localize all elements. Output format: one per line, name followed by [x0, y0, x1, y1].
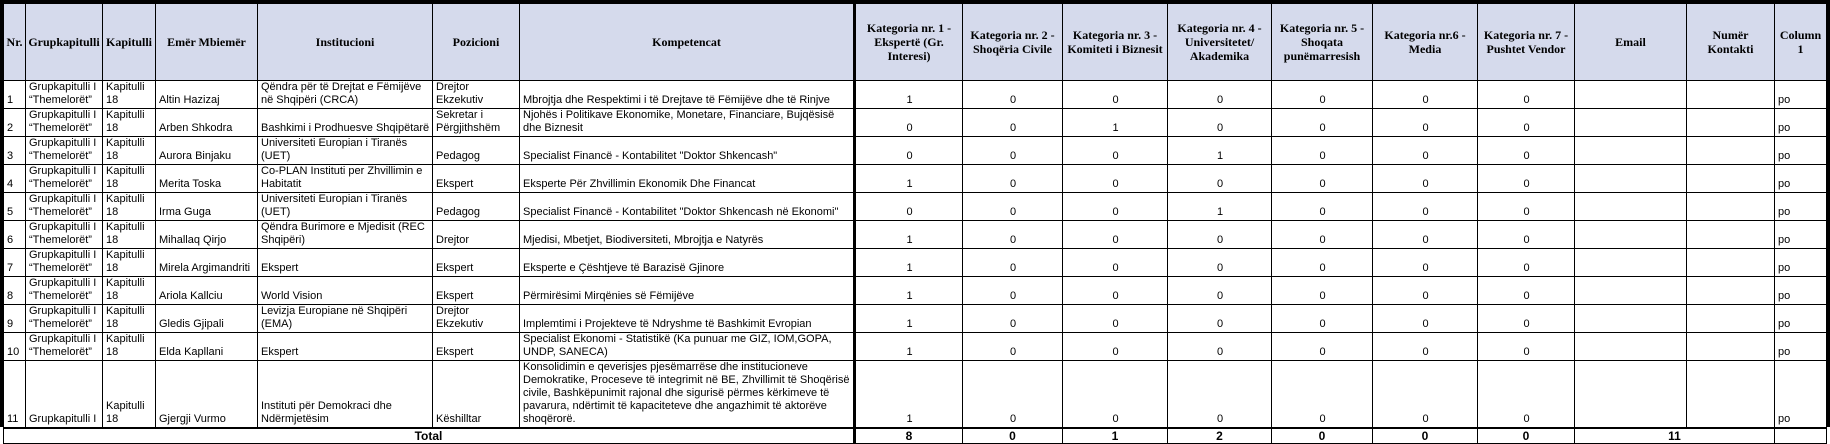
cell-column1[interactable]: po	[1775, 249, 1827, 277]
cell-nr[interactable]: 10	[4, 333, 26, 361]
cell-kategoria-6[interactable]: 0	[1373, 361, 1478, 429]
cell-kategoria-1[interactable]: 1	[855, 165, 963, 193]
cell-column1[interactable]: po	[1775, 305, 1827, 333]
cell-kapitulli[interactable]: Kapitulli 18	[103, 277, 156, 305]
stakeholder-table	[3, 3, 1827, 444]
cell-kategoria-1[interactable]: 0	[855, 193, 963, 221]
cell-nr[interactable]: 9	[4, 305, 26, 333]
cell-kompetencat[interactable]: Mbrojtja dhe Respektimi i të Drejtave të Fëmijëve dhe të Rinjve	[520, 81, 855, 109]
cell-kategoria-5[interactable]: 0	[1272, 305, 1373, 333]
table-row	[4, 249, 1827, 277]
col-header-kategoria-2[interactable]: Kategoria nr. 2 - Shoqëria Civile	[963, 4, 1063, 81]
col-header-column1[interactable]: Column1	[1775, 4, 1827, 81]
cell-kategoria-6[interactable]: 0	[1373, 277, 1478, 305]
total-kategoria-4[interactable]: 2	[1168, 428, 1272, 444]
cell-kapitulli[interactable]: Kapitulli 18	[103, 361, 156, 429]
cell-kategoria-7[interactable]: 0	[1478, 249, 1575, 277]
cell-column1[interactable]: po	[1775, 81, 1827, 109]
cell-kategoria-7[interactable]: 0	[1478, 305, 1575, 333]
cell-kategoria-6[interactable]: 0	[1373, 193, 1478, 221]
cell-kategoria-5[interactable]: 0	[1272, 221, 1373, 249]
cell-kategoria-3[interactable]: 0	[1063, 361, 1168, 429]
cell-kapitulli[interactable]: Kapitulli 18	[103, 109, 156, 137]
cell-kategoria-6[interactable]: 0	[1373, 305, 1478, 333]
cell-institucioni[interactable]: Qëndra Burimore e Mjedisit (REC Shqipëri)	[258, 221, 433, 249]
cell-pozicioni[interactable]: Pedagog	[433, 193, 520, 221]
cell-kompetencat[interactable]: Përmirësimi Mirqënies së Fëmijëve	[520, 277, 855, 305]
cell-kompetencat[interactable]: Mjedisi, Mbetjet, Biodiversiteti, Mbrojtja e Natyrës	[520, 221, 855, 249]
total-kategoria-2[interactable]: 0	[963, 428, 1063, 444]
cell-email[interactable]	[1575, 81, 1687, 109]
cell-numer-kontakti[interactable]	[1687, 361, 1775, 429]
cell-kategoria-4[interactable]: 0	[1168, 221, 1272, 249]
cell-emer-mbiemer[interactable]: Gledis Gjipali	[156, 305, 258, 333]
total-column1[interactable]	[1775, 428, 1827, 444]
cell-kategoria-7[interactable]: 0	[1478, 333, 1575, 361]
cell-pozicioni[interactable]: Këshilltar	[433, 361, 520, 429]
cell-pozicioni[interactable]: Drejtor Ekzekutiv	[433, 81, 520, 109]
cell-pozicioni[interactable]: Ekspert	[433, 249, 520, 277]
cell-kategoria-2[interactable]: 0	[963, 333, 1063, 361]
cell-email[interactable]	[1575, 109, 1687, 137]
cell-kategoria-7[interactable]: 0	[1478, 193, 1575, 221]
table-row	[4, 137, 1827, 165]
cell-kategoria-6[interactable]: 0	[1373, 221, 1478, 249]
cell-kategoria-3[interactable]: 0	[1063, 249, 1168, 277]
cell-email[interactable]	[1575, 193, 1687, 221]
cell-grupkapitulli[interactable]: Grupkapitulli I “Themelorët”	[26, 81, 103, 109]
cell-kategoria-5[interactable]: 0	[1272, 333, 1373, 361]
cell-numer-kontakti[interactable]	[1687, 81, 1775, 109]
cell-nr[interactable]: 6	[4, 221, 26, 249]
cell-kategoria-3[interactable]: 0	[1063, 333, 1168, 361]
cell-pozicioni[interactable]: Drejtor	[433, 221, 520, 249]
cell-column1[interactable]: po	[1775, 165, 1827, 193]
cell-institucioni[interactable]: Universiteti Europian i Tiranës (UET)	[258, 193, 433, 221]
cell-grupkapitulli[interactable]: Grupkapitulli I “Themelorët”	[26, 249, 103, 277]
col-header-emer-mbiemer[interactable]: Emër Mbiemër	[156, 4, 258, 81]
cell-institucioni[interactable]: Instituti për Demokraci dhe Ndërmjetësim	[258, 361, 433, 429]
cell-kategoria-5[interactable]: 0	[1272, 361, 1373, 429]
cell-kompetencat[interactable]: Njohës i Politikave Ekonomike, Monetare, Financiare, Bujqësisë dhe Biznesit	[520, 109, 855, 137]
cell-numer-kontakti[interactable]	[1687, 193, 1775, 221]
cell-email[interactable]	[1575, 361, 1687, 429]
cell-institucioni[interactable]: Co-PLAN Instituti per Zhvillimin e Habitatit	[258, 165, 433, 193]
cell-pozicioni[interactable]: Ekspert	[433, 333, 520, 361]
table-row	[4, 193, 1827, 221]
cell-grupkapitulli[interactable]: Grupkapitulli I “Themelorët”	[26, 277, 103, 305]
cell-grupkapitulli[interactable]: Grupkapitulli I “Themelorët”	[26, 305, 103, 333]
cell-kategoria-1[interactable]: 0	[855, 137, 963, 165]
cell-kategoria-7[interactable]: 0	[1478, 277, 1575, 305]
cell-email[interactable]	[1575, 221, 1687, 249]
cell-numer-kontakti[interactable]	[1687, 221, 1775, 249]
cell-emer-mbiemer[interactable]: Arben Shkodra	[156, 109, 258, 137]
cell-kapitulli[interactable]: Kapitulli 18	[103, 221, 156, 249]
cell-kapitulli[interactable]: Kapitulli 18	[103, 81, 156, 109]
total-kategoria-6[interactable]: 0	[1373, 428, 1478, 444]
table-row	[4, 277, 1827, 305]
cell-numer-kontakti[interactable]	[1687, 109, 1775, 137]
cell-kategoria-1[interactable]: 1	[855, 221, 963, 249]
cell-kategoria-5[interactable]: 0	[1272, 137, 1373, 165]
cell-grupkapitulli[interactable]: Grupkapitulli I	[26, 361, 103, 429]
cell-kategoria-4[interactable]: 1	[1168, 137, 1272, 165]
col-header-kapitulli[interactable]: Kapitulli	[103, 4, 156, 81]
col-header-kategoria-5[interactable]: Kategoria nr. 5 - Shoqata punëmarresish	[1272, 4, 1373, 81]
cell-kategoria-5[interactable]: 0	[1272, 277, 1373, 305]
cell-numer-kontakti[interactable]	[1687, 137, 1775, 165]
cell-emer-mbiemer[interactable]: Elda Kapllani	[156, 333, 258, 361]
cell-kategoria-3[interactable]: 0	[1063, 137, 1168, 165]
cell-kategoria-5[interactable]: 0	[1272, 249, 1373, 277]
cell-kategoria-2[interactable]: 0	[963, 165, 1063, 193]
cell-kategoria-1[interactable]: 1	[855, 249, 963, 277]
col-header-kategoria-4[interactable]: Kategoria nr. 4 - Universitetet/ Akademika	[1168, 4, 1272, 81]
cell-nr[interactable]: 8	[4, 277, 26, 305]
col-header-numer-kontakti[interactable]: Numër Kontakti	[1687, 4, 1775, 81]
cell-kompetencat[interactable]: Eksperte e Çështjeve të Barazisë Gjinore	[520, 249, 855, 277]
cell-kategoria-7[interactable]: 0	[1478, 165, 1575, 193]
cell-kategoria-4[interactable]: 0	[1168, 277, 1272, 305]
cell-kategoria-1[interactable]: 1	[855, 277, 963, 305]
cell-email[interactable]	[1575, 249, 1687, 277]
cell-nr[interactable]: 11	[4, 361, 26, 429]
cell-kategoria-2[interactable]: 0	[963, 361, 1063, 429]
cell-kategoria-1[interactable]: 1	[855, 305, 963, 333]
cell-kapitulli[interactable]: Kapitulli 18	[103, 305, 156, 333]
cell-nr[interactable]: 3	[4, 137, 26, 165]
table-row	[4, 305, 1827, 333]
cell-nr[interactable]: 2	[4, 109, 26, 137]
cell-kategoria-7[interactable]: 0	[1478, 109, 1575, 137]
cell-kategoria-3[interactable]: 0	[1063, 277, 1168, 305]
cell-kategoria-3[interactable]: 0	[1063, 305, 1168, 333]
col-header-pozicioni[interactable]: Pozicioni	[433, 4, 520, 81]
cell-kategoria-1[interactable]: 0	[855, 109, 963, 137]
cell-kategoria-6[interactable]: 0	[1373, 249, 1478, 277]
cell-grupkapitulli[interactable]: Grupkapitulli I “Themelorët”	[26, 165, 103, 193]
total-label[interactable]: Total	[4, 428, 855, 444]
col-header-email[interactable]: Email	[1575, 4, 1687, 81]
cell-kompetencat[interactable]: Konsolidimin e qeverisjes pjesëmarrëse dhe institucioneve Demokratike, Proceseve të integrimit në BE, Zhvillimit të Shoqërisë civile, Bashkëpunimit rajonal dhe sigurisë përmes kërkimeve të pavarura, ndërtimit të kapaciteteve dhe angazhimit të aktorëve shoqërorë.	[520, 361, 855, 429]
cell-kategoria-6[interactable]: 0	[1373, 109, 1478, 137]
cell-kategoria-2[interactable]: 0	[963, 277, 1063, 305]
cell-kategoria-2[interactable]: 0	[963, 109, 1063, 137]
col-header-institucioni[interactable]: Institucioni	[258, 4, 433, 81]
cell-kategoria-5[interactable]: 0	[1272, 193, 1373, 221]
cell-kategoria-2[interactable]: 0	[963, 221, 1063, 249]
cell-kategoria-2[interactable]: 0	[963, 137, 1063, 165]
cell-kategoria-7[interactable]: 0	[1478, 361, 1575, 429]
cell-pozicioni[interactable]: Ekspert	[433, 277, 520, 305]
cell-kompetencat[interactable]: Specialist Financë - Kontabilitet "Doktor Shkencash"	[520, 137, 855, 165]
col-header-grupkapitulli[interactable]: Grupkapitulli	[26, 4, 103, 81]
cell-pozicioni[interactable]: Ekspert	[433, 165, 520, 193]
cell-kategoria-2[interactable]: 0	[963, 193, 1063, 221]
cell-numer-kontakti[interactable]	[1687, 249, 1775, 277]
cell-institucioni[interactable]: Levizja Europiane në Shqipëri (EMA)	[258, 305, 433, 333]
cell-numer-kontakti[interactable]	[1687, 277, 1775, 305]
cell-kategoria-2[interactable]: 0	[963, 81, 1063, 109]
cell-kategoria-4[interactable]: 1	[1168, 193, 1272, 221]
cell-kategoria-4[interactable]: 0	[1168, 305, 1272, 333]
cell-kategoria-6[interactable]: 0	[1373, 81, 1478, 109]
cell-kategoria-6[interactable]: 0	[1373, 165, 1478, 193]
cell-institucioni[interactable]: Ekspert	[258, 333, 433, 361]
total-contacts[interactable]: 11	[1575, 428, 1775, 444]
col-header-kategoria-6[interactable]: Kategoria nr.6 - Media	[1373, 4, 1478, 81]
table-row	[4, 165, 1827, 193]
cell-emer-mbiemer[interactable]: Irma Guga	[156, 193, 258, 221]
table-row	[4, 361, 1827, 429]
cell-emer-mbiemer[interactable]: Altin Hazizaj	[156, 81, 258, 109]
cell-institucioni[interactable]: Universiteti Europian i Tiranës (UET)	[258, 137, 433, 165]
cell-kapitulli[interactable]: Kapitulli 18	[103, 193, 156, 221]
cell-kategoria-7[interactable]: 0	[1478, 137, 1575, 165]
cell-email[interactable]	[1575, 165, 1687, 193]
cell-kompetencat[interactable]: Specialist Ekonomi - Statistikë (Ka punuar me GIZ, IOM,GOPA, UNDP, SANECA)	[520, 333, 855, 361]
cell-column1[interactable]: po	[1775, 333, 1827, 361]
cell-kategoria-3[interactable]: 0	[1063, 165, 1168, 193]
cell-kategoria-7[interactable]: 0	[1478, 81, 1575, 109]
cell-emer-mbiemer[interactable]: Ariola Kallciu	[156, 277, 258, 305]
cell-kompetencat[interactable]: Eksperte Për Zhvillimin Ekonomik Dhe Financat	[520, 165, 855, 193]
col-header-kategoria-7[interactable]: Kategoria nr. 7 - Pushtet Vendor	[1478, 4, 1575, 81]
header-row	[4, 4, 1827, 81]
col-header-kategoria-1[interactable]: Kategoria nr. 1 - Ekspertë (Gr. Interesi)	[855, 4, 963, 81]
total-kategoria-7[interactable]: 0	[1478, 428, 1575, 444]
cell-kategoria-4[interactable]: 0	[1168, 249, 1272, 277]
cell-column1[interactable]: po	[1775, 277, 1827, 305]
cell-kompetencat[interactable]: Specialist Financë - Kontabilitet "Doktor Shkencash në Ekonomi"	[520, 193, 855, 221]
cell-kapitulli[interactable]: Kapitulli 18	[103, 165, 156, 193]
cell-pozicioni[interactable]: Drejtor Ekzekutiv	[433, 305, 520, 333]
cell-kategoria-4[interactable]: 0	[1168, 361, 1272, 429]
cell-kategoria-4[interactable]: 0	[1168, 81, 1272, 109]
cell-institucioni[interactable]: World Vision	[258, 277, 433, 305]
cell-kategoria-7[interactable]: 0	[1478, 221, 1575, 249]
total-kategoria-3[interactable]: 1	[1063, 428, 1168, 444]
cell-kapitulli[interactable]: Kapitulli 18	[103, 137, 156, 165]
cell-column1[interactable]: po	[1775, 137, 1827, 165]
cell-column1[interactable]: po	[1775, 109, 1827, 137]
cell-pozicioni[interactable]: Pedagog	[433, 137, 520, 165]
cell-emer-mbiemer[interactable]: Mirela Argimandriti	[156, 249, 258, 277]
cell-kategoria-5[interactable]: 0	[1272, 109, 1373, 137]
cell-institucioni[interactable]: Ekspert	[258, 249, 433, 277]
total-kategoria-1[interactable]: 8	[855, 428, 963, 444]
cell-kategoria-4[interactable]: 0	[1168, 165, 1272, 193]
cell-grupkapitulli[interactable]: Grupkapitulli I “Themelorët”	[26, 109, 103, 137]
cell-kapitulli[interactable]: Kapitulli 18	[103, 249, 156, 277]
total-row	[4, 428, 1827, 444]
cell-nr[interactable]: 7	[4, 249, 26, 277]
cell-kategoria-2[interactable]: 0	[963, 305, 1063, 333]
cell-kategoria-4[interactable]: 0	[1168, 109, 1272, 137]
cell-column1[interactable]: po	[1775, 193, 1827, 221]
cell-kategoria-5[interactable]: 0	[1272, 81, 1373, 109]
col-header-nr[interactable]: Nr.	[4, 4, 26, 81]
cell-column1[interactable]: po	[1775, 221, 1827, 249]
cell-email[interactable]	[1575, 137, 1687, 165]
table-row	[4, 333, 1827, 361]
cell-kategoria-6[interactable]: 0	[1373, 333, 1478, 361]
cell-pozicioni[interactable]: Sekretar i Përgjithshëm	[433, 109, 520, 137]
cell-institucioni[interactable]: Qëndra për të Drejtat e Fëmijëve në Shqipëri (CRCA)	[258, 81, 433, 109]
cell-email[interactable]	[1575, 305, 1687, 333]
cell-kategoria-3[interactable]: 0	[1063, 81, 1168, 109]
table-row	[4, 109, 1827, 137]
cell-kategoria-3[interactable]: 0	[1063, 193, 1168, 221]
cell-email[interactable]	[1575, 333, 1687, 361]
cell-nr[interactable]: 5	[4, 193, 26, 221]
cell-email[interactable]	[1575, 277, 1687, 305]
cell-grupkapitulli[interactable]: Grupkapitulli I “Themelorët”	[26, 221, 103, 249]
col-header-kompetencat[interactable]: Kompetencat	[520, 4, 855, 81]
cell-kategoria-1[interactable]: 1	[855, 333, 963, 361]
cell-emer-mbiemer[interactable]: Mihallaq Qirjo	[156, 221, 258, 249]
cell-numer-kontakti[interactable]	[1687, 305, 1775, 333]
table-row	[4, 81, 1827, 109]
cell-kategoria-1[interactable]: 1	[855, 361, 963, 429]
cell-kategoria-2[interactable]: 0	[963, 249, 1063, 277]
cell-grupkapitulli[interactable]: Grupkapitulli I “Themelorët”	[26, 137, 103, 165]
cell-nr[interactable]: 4	[4, 165, 26, 193]
cell-kategoria-1[interactable]: 1	[855, 81, 963, 109]
table-row	[4, 221, 1827, 249]
cell-numer-kontakti[interactable]	[1687, 165, 1775, 193]
cell-kompetencat[interactable]: Implemtimi i Projekteve të Ndryshme të Bashkimit Evropian	[520, 305, 855, 333]
cell-emer-mbiemer[interactable]: Aurora Binjaku	[156, 137, 258, 165]
cell-numer-kontakti[interactable]	[1687, 333, 1775, 361]
col-header-kategoria-3[interactable]: Kategoria nr. 3 - Komiteti i Biznesit	[1063, 4, 1168, 81]
cell-nr[interactable]: 1	[4, 81, 26, 109]
cell-grupkapitulli[interactable]: Grupkapitulli I “Themelorët”	[26, 333, 103, 361]
table-body	[4, 81, 1827, 429]
cell-grupkapitulli[interactable]: Grupkapitulli I “Themelorët”	[26, 193, 103, 221]
cell-kategoria-3[interactable]: 0	[1063, 221, 1168, 249]
cell-kategoria-4[interactable]: 0	[1168, 333, 1272, 361]
cell-institucioni[interactable]: Bashkimi i Prodhuesve Shqipëtarë	[258, 109, 433, 137]
cell-kategoria-6[interactable]: 0	[1373, 137, 1478, 165]
cell-kategoria-5[interactable]: 0	[1272, 165, 1373, 193]
cell-kapitulli[interactable]: Kapitulli 18	[103, 333, 156, 361]
cell-kategoria-3[interactable]: 1	[1063, 109, 1168, 137]
cell-column1[interactable]: po	[1775, 361, 1827, 429]
cell-emer-mbiemer[interactable]: Merita Toska	[156, 165, 258, 193]
total-kategoria-5[interactable]: 0	[1272, 428, 1373, 444]
cell-emer-mbiemer[interactable]: Gjergji Vurmo	[156, 361, 258, 429]
